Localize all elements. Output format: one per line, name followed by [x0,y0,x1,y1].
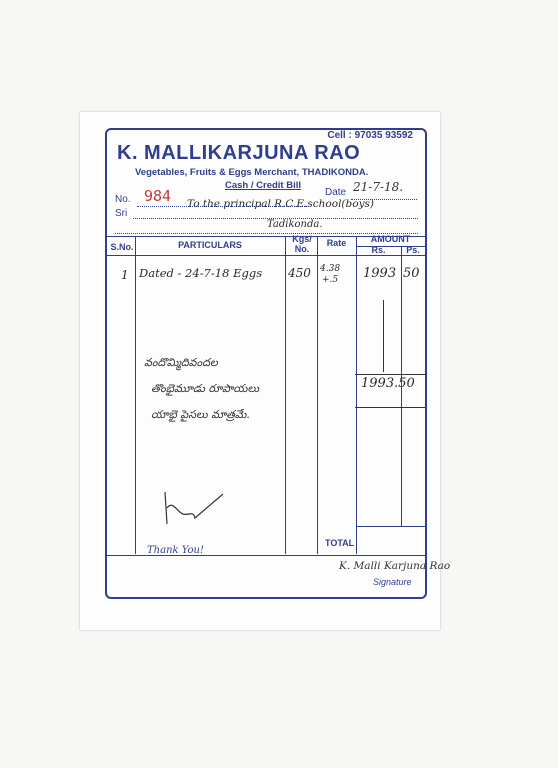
thank-you: Thank You! [147,545,204,556]
row-amount-ps: 50 [403,266,420,281]
col-divider-sno [135,236,136,554]
row-kgs: 450 [288,266,311,280]
row-amount-rs: 1993 [363,266,397,281]
col-divider-kgs [317,236,318,554]
header-rs: Rs. [371,245,386,255]
amount-in-words-2: తొంభైమూడు రూపాయలు [151,382,260,395]
total-rule [356,526,425,527]
cell-number: Cell : 97035 93592 [327,130,413,141]
bill-type: Cash / Credit Bill [225,180,302,191]
subtotal-rule [355,374,425,375]
merchant-name: K. MALLIKARJUNA RAO [117,142,361,164]
subtotal-amount: 1993.50 [361,376,415,391]
table-header-rule [107,255,425,256]
header-particulars: PARTICULARS [178,240,242,250]
merchant-subtitle: Vegetables, Fruits & Eggs Merchant, THADIKONDA. [135,167,369,178]
col-divider-particulars [285,236,286,554]
amount-in-words-1: వందొమ్మిదివందల [144,356,218,369]
sri-label: Sri [115,208,128,219]
subtotal-underline [355,407,425,408]
row-rate-1: 4.38 [320,264,341,274]
cash-bill [105,128,451,599]
row-particulars: Dated - 24-7-18 Eggs [139,266,263,280]
amount-in-words-3: యాభై పైసలు మాత్రమే. [151,408,250,421]
carry-down-stroke [383,300,384,372]
bill-number-label: No. [115,194,131,205]
bill-date: 21-7-18. [353,180,404,194]
header-sno: S.No. [110,242,134,252]
header-kgs: Kgs/ No. [292,234,312,254]
total-label: TOTAL [325,538,355,548]
header-rate: Rate [326,238,347,248]
signature-label: Signature [373,577,412,587]
bill-number: 984 [144,187,172,205]
header-ps: Ps. [406,245,420,255]
initials-mark [159,488,229,530]
row-sno: 1 [121,268,129,282]
signature: K. Malli Karjuna Rao [339,560,451,572]
date-label: Date [325,187,347,198]
customer-place: Tadikonda. [267,219,323,230]
col-divider-rate [356,236,357,554]
row-rate-2: +.5 [322,275,339,285]
customer-name: To the principal R.C.E.school(boys) [187,198,374,210]
header-amount: AMOUNT [370,234,411,244]
